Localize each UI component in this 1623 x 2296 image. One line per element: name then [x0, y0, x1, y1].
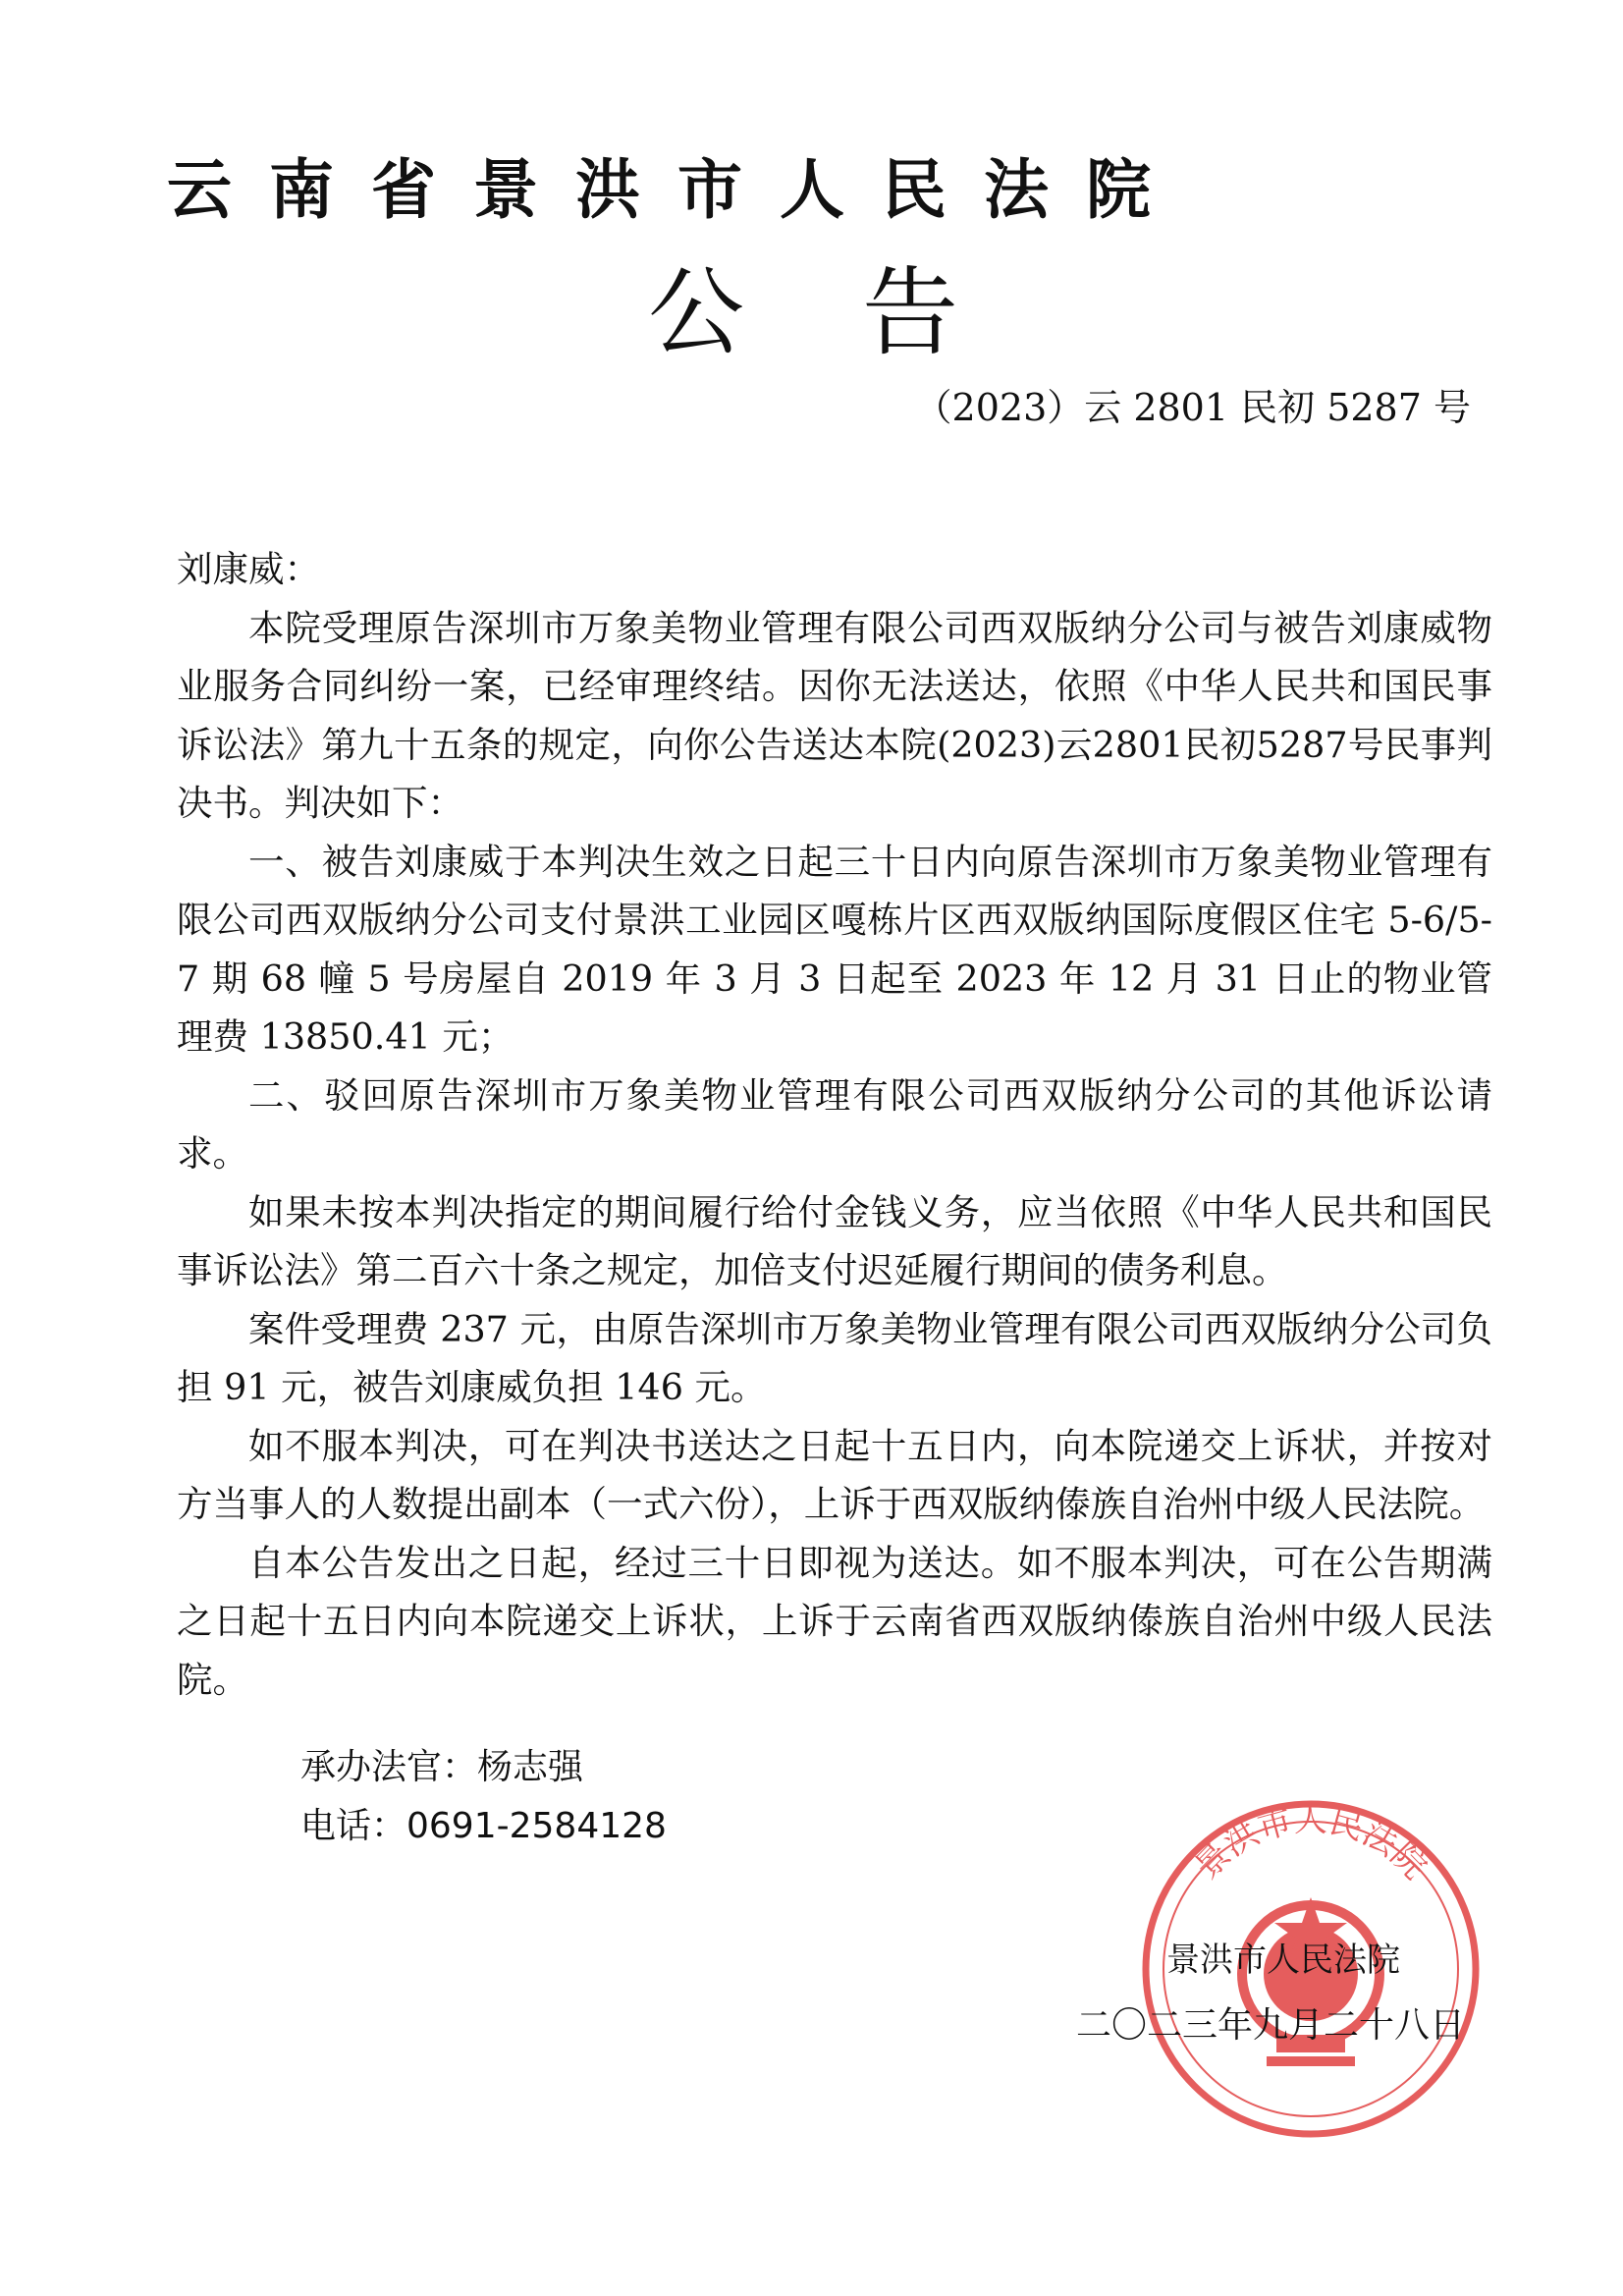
paragraph-fees: 案件受理费 237 元，由原告深圳市万象美物业管理有限公司西双版纳分公司负担 91 元，被告刘康威负担 146 元。: [177, 1307, 1492, 1408]
notice-body: [177, 540, 1492, 1709]
paragraph-appeal: 如不服本判决，可在判决书送达之日起十五日内，向本院递交上诉状，并按对方当事人的人数提出副本（一式六份），上诉于西双版纳傣族自治州中级人民法院。: [177, 1424, 1492, 1525]
paragraph-judgment-2: 二、驳回原告深圳市万象美物业管理有限公司西双版纳分公司的其他诉讼请求。: [177, 1073, 1492, 1175]
court-name-heading: 云南省景洪市人民法院: [167, 152, 1188, 228]
signing-court: 景洪市人民法院: [1166, 1941, 1400, 1980]
addressee: 刘康威：: [177, 548, 320, 590]
seal-arc-text: 景洪市人民法院: [1187, 1800, 1434, 1887]
officer-info: [300, 1738, 667, 1856]
paragraph-interest: 如果未按本判决指定的期间履行给付金钱义务，应当依照《中华人民共和国民事诉讼法》第二百六十条之规定，加倍支付迟延履行期间的债务利息。: [177, 1190, 1492, 1291]
document-type-heading: 公告: [648, 257, 1077, 369]
paragraph-service: 自本公告发出之日起，经过三十日即视为送达。如不服本判决，可在公告期满之日起十五日内向本院递交上诉状，上诉于云南省西双版纳傣族自治州中级人民法院。: [177, 1541, 1492, 1701]
judge-line: 承办法官：杨志强: [300, 1747, 584, 1787]
signing-date: 二〇二三年九月二十八日: [1076, 2005, 1466, 2046]
phone-line: 电话：0691-2584128: [300, 1806, 667, 1846]
paragraph-intro: 本院受理原告深圳市万象美物业管理有限公司西双版纳分公司与被告刘康威物业服务合同纠纷一案，已经审理终结。因你无法送达，依照《中华人民共和国民事诉讼法》第九十五条的规定，向你公告送达本院(2023)云2801民初5287号民事判决书。判决如下：: [177, 606, 1492, 824]
paragraph-judgment-1: 一、被告刘康威于本判决生效之日起三十日内向原告深圳市万象美物业管理有限公司西双版纳分公司支付景洪工业园区嘎栋片区西双版纳国际度假区住宅 5-6/5-7 期 68 幢 5 号房屋自 2019 年 3 月 3 日起至 2023 年 12 月 31 日止的物业管理费 13850.41 元；: [177, 840, 1492, 1058]
case-number: （2023）云 2801 民初 5287 号: [914, 386, 1471, 429]
